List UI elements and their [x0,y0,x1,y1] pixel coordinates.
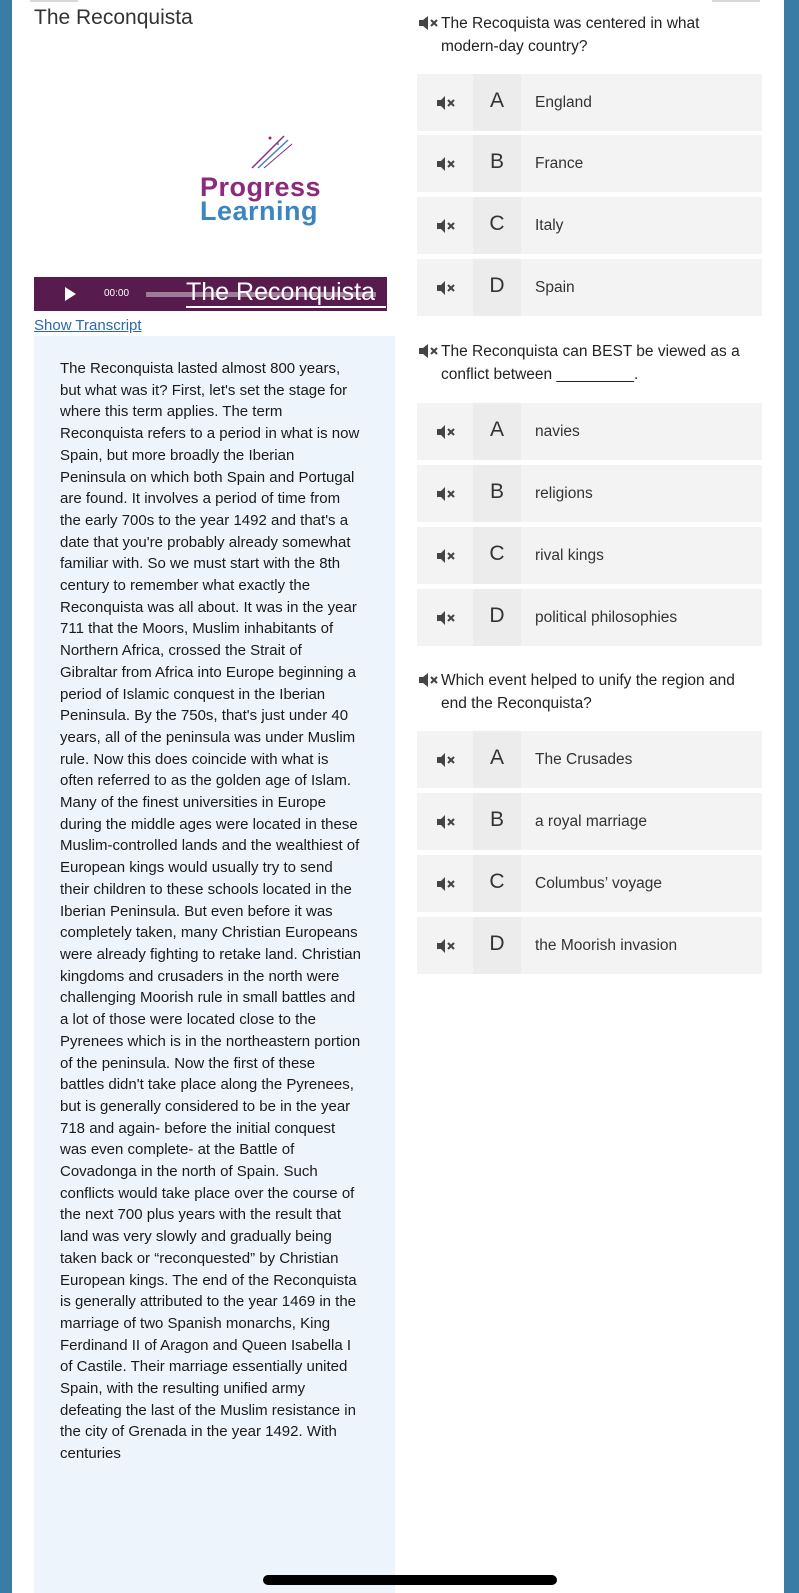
choice-label: Italy [535,217,564,234]
choice-letter: D [489,274,505,297]
question-1-choice-a[interactable] [417,74,762,131]
choice-letter: D [489,604,505,627]
audio-title: The Reconquista [186,278,376,306]
mute-speaker-icon[interactable] [435,155,457,173]
choice-letter: C [489,212,505,235]
mute-speaker-icon[interactable] [435,217,457,235]
choice-letter: A [489,418,504,441]
audio-player [34,277,387,311]
audio-time: 00:00 [104,288,130,299]
question-3-choice-a[interactable] [417,731,762,788]
question-3-choice-c[interactable] [417,855,762,912]
choice-label: rival kings [535,547,604,564]
choice-letter: C [489,870,505,893]
choice-letter: A [489,89,504,112]
mute-speaker-icon[interactable] [435,751,457,769]
logo-word-learning: Learning [200,196,319,226]
mute-speaker-icon[interactable] [435,875,457,893]
mute-speaker-icon[interactable] [435,279,457,297]
play-icon[interactable] [65,287,76,301]
mute-speaker-icon[interactable] [435,813,457,831]
question-2-choice-d[interactable] [417,589,762,646]
question-3-choice-b[interactable] [417,793,762,850]
question-1-text-line2: modern-day country? [441,38,588,55]
question-1-choice-d[interactable] [417,259,762,316]
question-3 [417,669,777,715]
top-divider-left [30,0,78,2]
choice-label: The Crusades [535,751,633,768]
top-divider-right [712,0,760,2]
choice-label: Columbus’ voyage [535,875,662,892]
question-1-text-line1: The Recoquista was centered in what [441,15,700,32]
home-indicator [263,1575,557,1585]
logo-word-progress: Progress [200,172,322,202]
lesson-page [12,0,784,1593]
progress-learning-logo [192,132,342,232]
lesson-title: The Reconquista [34,6,193,29]
question-1 [417,12,777,58]
question-1-choice-b[interactable] [417,135,762,192]
question-2 [417,340,777,386]
choice-label: a royal marriage [535,813,647,830]
choice-label: political philosophies [535,609,678,626]
question-2-text-line2: conflict between _________. [441,366,639,383]
mute-speaker-icon[interactable] [435,547,457,565]
choice-label: the Moorish invasion [535,937,678,954]
choice-letter: D [489,932,505,955]
choice-letter: B [489,150,504,173]
question-2-choice-c[interactable] [417,527,762,584]
question-1-choice-c[interactable] [417,197,762,254]
choice-letter: C [489,542,505,565]
question-2-text-line1: The Reconquista can BEST be viewed as a [441,343,740,360]
mute-speaker-icon[interactable] [435,94,457,112]
mute-speaker-icon[interactable] [435,937,457,955]
audio-title-underline [186,306,386,308]
choice-label: France [535,155,584,172]
choice-letter: A [489,746,504,769]
show-transcript-link[interactable]: Show Transcript [34,317,142,334]
logo-mark-icon [242,132,302,172]
question-3-text-line2: end the Reconquista? [441,695,592,712]
choice-label: England [535,94,592,111]
choice-letter: B [489,808,504,831]
mute-speaker-icon[interactable] [435,485,457,503]
question-2-choice-b[interactable] [417,465,762,522]
choice-label: Spain [535,279,575,296]
mute-speaker-icon[interactable] [417,670,441,690]
choice-label: navies [535,423,580,440]
question-2-choice-a[interactable] [417,403,762,460]
transcript-text: The Reconquista lasted almost 800 years, but what was it? First, let's set the stage for where this term applies. The term Reconquista refers to a period in what is now Spain, but more broadly the Iberian Peninsula on which both Spain and Portugal are found. It involves a period of time from the early 700s to the year 1492 and that's a date that you're probably already somewhat familiar with. So we must start with the 8th century to remember what exactly the Reconquista was all about. It was in the year 711 that the Moors, Muslim inhabitants of Northern Africa, crossed the Strait of Gibraltar from Africa into Europe beginning a period of Islamic conquest in the Iberian Peninsula. By the 750s, that's just under 40 years, all of the peninsula was under Muslim rule. Now this does coincide with what is often referred to as the golden age of Islam. Many of the finest universities in Europe during the middle ages were located in these Muslim-controlled lands and the wealthiest of European kings would usually try to send their children to these schools located in the Iberian Peninsula. But even before it was completely taken, many Christian Europeans were already fighting to retake land. Christian kingdoms and crusaders in the north were challenging Moorish rule in small battles and a lot of those were located close to the Pyrenees which is in the northeastern portion of the peninsula. Now the first of these battles didn't take place along the Pyrenees, but is generally considered to be in the year 718 and again- before the initial conquest was even complete- at the Battle of Covadonga in the north of Spain. Such conflicts would take place over the course of the next 700 plus years with the result that land was very slowly and gradually being taken back or “reconquested” by Christian European kings. The end of the Reconquista is generally attributed to the year 1469 in the marriage of two Spanish monarchs, King Ferdinand II of Aragon and Queen Isabella I of Castile. Their marriage essentially united Spain, with the resulting unified army defeating the last of the Muslim resistance in the city of Grenada in the year 1492. With centuries [60,360,361,1463]
choice-label: religions [535,485,593,502]
question-3-choice-d[interactable] [417,917,762,974]
transcript-panel [34,336,395,1593]
mute-speaker-icon[interactable] [435,423,457,441]
mute-speaker-icon[interactable] [417,13,441,33]
question-3-text-line1: Which event helped to unify the region and [441,672,735,689]
mute-speaker-icon[interactable] [417,341,441,361]
choice-letter: B [489,480,504,503]
mute-speaker-icon[interactable] [435,609,457,627]
